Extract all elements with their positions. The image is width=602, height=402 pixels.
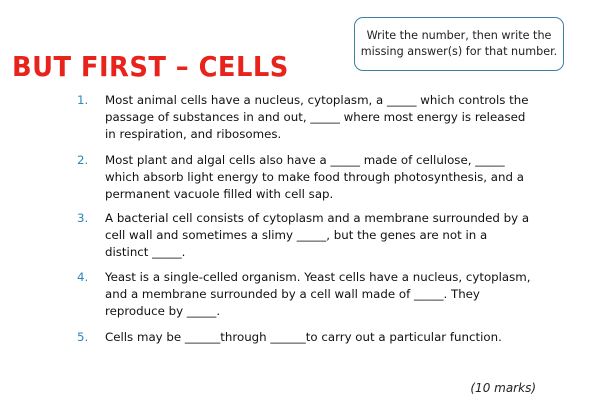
question-3 [77, 210, 547, 261]
question-line: Most plant and algal cells also have a _____ made of cellulose, _____ [105, 153, 505, 167]
question-number: 4. [77, 270, 89, 284]
question-line: which absorb light energy to make food through photosynthesis, and a [105, 170, 524, 184]
question-number: 1. [77, 93, 89, 107]
question-number: 3. [77, 211, 89, 225]
question-line: Most animal cells have a nucleus, cytoplasm, a _____ which controls the [105, 93, 529, 107]
question-text [105, 152, 547, 203]
instruction-line-2: missing answer(s) for that number. [360, 45, 558, 58]
question-4 [77, 269, 547, 320]
question-number: 5. [77, 330, 89, 344]
question-line: reproduce by _____. [105, 304, 221, 318]
question-text [105, 329, 547, 346]
question-5 [77, 329, 547, 346]
question-1 [77, 92, 547, 143]
instruction-box [354, 17, 564, 71]
question-line: passage of substances in and out, _____ where most energy is released [105, 110, 526, 124]
question-2 [77, 152, 547, 203]
question-line: cell wall and sometimes a slimy _____, but the genes are not in a [105, 228, 488, 242]
question-text [105, 269, 547, 320]
question-line: A bacterial cell consists of cytoplasm and a membrane surrounded by a [105, 211, 530, 225]
marks-label: (10 marks) [470, 381, 536, 395]
question-text [105, 92, 547, 143]
question-line: permanent vacuole filled with cell sap. [105, 187, 334, 201]
question-line: and a membrane surrounded by a cell wall made of _____. They [105, 287, 480, 301]
question-line: in respiration, and ribosomes. [105, 127, 282, 141]
question-line: Cells may be ______through ______to carry out a particular function. [105, 330, 502, 344]
instruction-line-1: Write the number, then write the [366, 29, 552, 42]
question-number: 2. [77, 153, 89, 167]
page-title: BUT FIRST – CELLS [12, 50, 289, 83]
question-line: distinct _____. [105, 245, 186, 259]
question-line: Yeast is a single-celled organism. Yeast cells have a nucleus, cytoplasm, [105, 270, 531, 284]
question-text [105, 210, 547, 261]
